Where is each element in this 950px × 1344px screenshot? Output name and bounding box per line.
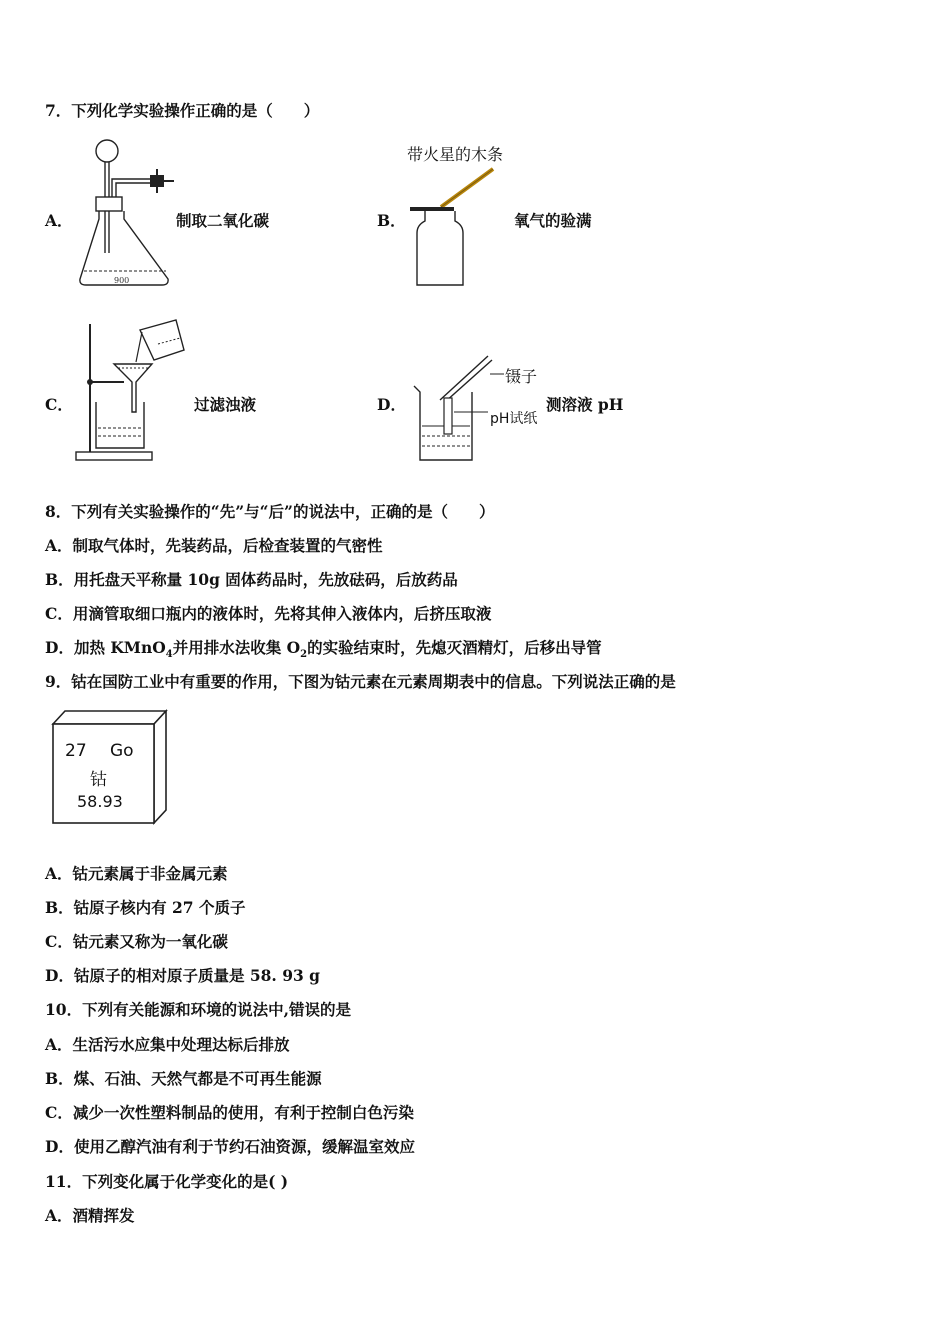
tweezers-label: 镊子 (505, 367, 538, 386)
q8-option-b: B．用托盘天平称量 10g 固体药品时，先放砝码，后放药品 (45, 570, 458, 589)
q8-option-a: A．制取气体时，先装药品，后检查装置的气密性 (45, 536, 383, 555)
q10-option-b: B．煤、石油、天然气都是不可再生能源 (45, 1069, 322, 1088)
element-card (50, 708, 168, 826)
q7-option-d-label: D． (377, 395, 406, 414)
q7-option-c-caption: 过滤浊液 (194, 395, 257, 414)
q7-stem: 7．下列化学实验操作正确的是（ ） (45, 101, 320, 120)
wooden-splint-label: 带火星的木条 (407, 145, 504, 164)
q8-option-d: D．加热 KMnO$_4$并用排水法收集 $O_2$的实验结束时，先熄灭酒精灯，后移出导管 (45, 638, 602, 661)
q8-option-c: C．用滴管取细口瓶内的液体时，先将其伸入液体内，后挤压取液 (45, 604, 492, 623)
element-name: 钴 (90, 770, 107, 790)
q10-option-d: D．使用乙醇汽油有利于节约石油资源，缓解温室效应 (45, 1137, 415, 1156)
q10-option-c: C．减少一次性塑料制品的使用，有利于控制白色污染 (45, 1103, 414, 1122)
atomic-number: 27 (65, 741, 87, 761)
q10-option-a: A．生活污水应集中处理达标后排放 (45, 1035, 290, 1054)
ph-paper-label: pH试纸 (490, 411, 538, 427)
q8-stem: 8．下列有关实验操作的“先”与“后”的说法中，正确的是（ ） (45, 502, 495, 521)
q7-option-a-label: A． (45, 211, 73, 230)
q9-option-d: D．钴原子的相对原子质量是 58. 93 g (45, 966, 321, 985)
q7-option-b-caption: 氧气的验满 (514, 211, 592, 230)
svg-text:900: 900 (114, 276, 130, 285)
q9-option-a: A．钴元素属于非金属元素 (45, 864, 228, 883)
q11-stem: 11．下列变化属于化学变化的是( ) (45, 1172, 289, 1191)
q10-stem: 10．下列有关能源和环境的说法中,错误的是 (45, 1000, 351, 1019)
q7-option-a-caption: 制取二氧化碳 (176, 211, 270, 230)
q9-option-b: B．钴原子核内有 27 个质子 (45, 898, 246, 917)
q9-stem: 9．钴在国防工业中有重要的作用，下图为钴元素在元素周期表中的信息。下列说法正确的是 (45, 672, 676, 691)
filtration-figure (72, 316, 197, 466)
q7-option-c-label: C． (45, 395, 73, 414)
atomic-mass: 58.93 (77, 792, 123, 811)
q7-option-d-caption: 测溶液 pH (546, 395, 624, 414)
q9-option-c: C．钴元素又称为一氧化碳 (45, 932, 228, 951)
co2-apparatus-figure (72, 133, 182, 293)
q11-option-a: A．酒精挥发 (45, 1206, 135, 1225)
element-symbol: Go (110, 741, 134, 761)
q7-option-b-label: B． (377, 211, 406, 230)
oxygen-test-figure (405, 163, 505, 291)
